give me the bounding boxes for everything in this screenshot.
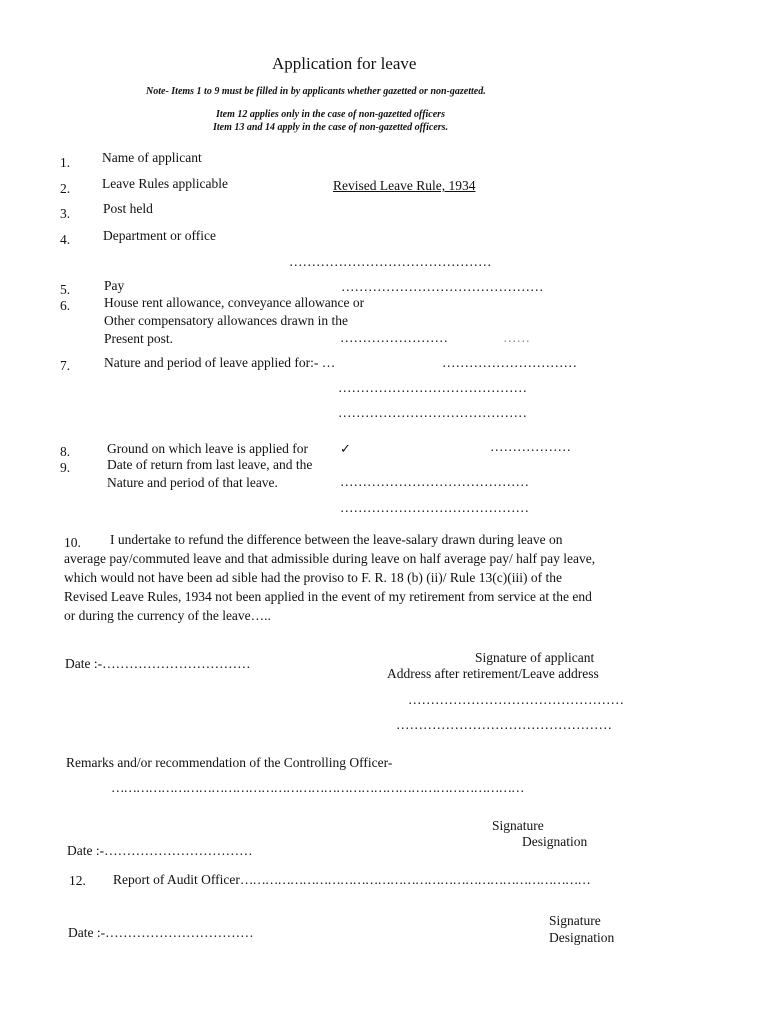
item-2-number: 2. <box>60 181 71 196</box>
item-10-line-5: or during the currency of the leave….. <box>64 608 271 623</box>
address-dots-1: ………………………………………… <box>408 692 624 707</box>
item-6-dots: …………………… <box>340 330 448 345</box>
note-line-1: Note- Items 1 to 9 must be filled in by applicants whether gazetted or non-gazetted. <box>146 86 486 97</box>
item-1-number: 1. <box>60 155 71 170</box>
item-5-number: 5. <box>60 282 71 297</box>
note-line-2: Item 12 applies only in the case of non-gazetted officers <box>216 109 445 120</box>
item-9-line-1: Date of return from last leave, and the <box>107 457 313 472</box>
audit-designation-label: Designation <box>549 930 615 945</box>
item-7-dots-3: …………………………………… <box>338 405 527 420</box>
item-6-number: 6. <box>60 298 71 313</box>
audit-signature-label: Signature <box>549 913 601 928</box>
item-1-label: Name of applicant <box>102 150 202 165</box>
item-2-label: Leave Rules applicable <box>102 176 228 191</box>
item-8-dots: ……………… <box>490 439 571 454</box>
item-4-number: 4. <box>60 232 71 247</box>
item-9-dots-1: …………………………………… <box>340 474 529 489</box>
item-4-label: Department or office <box>103 228 216 243</box>
item-10-line-3: which would not have been ad sible had the proviso to F. R. 18 (b) (ii)/ Rule 13(c)(iii) of the <box>64 570 562 585</box>
applicant-signature-label: Signature of applicant <box>475 650 595 665</box>
item-6-line-2: Other compensatory allowances drawn in the <box>104 313 349 328</box>
address-dots-2: ………………………………………… <box>396 717 612 732</box>
item-5-dots: ……………………………………… <box>341 279 544 294</box>
item-9-line-2: Nature and period of that leave. <box>107 475 278 490</box>
item-7-dots-2: …………………………………… <box>338 380 527 395</box>
applicant-address-label: Address after retirement/Leave address <box>387 666 599 681</box>
item-2-value: Revised Leave Rule, 1934 <box>333 178 476 193</box>
item-7-number: 7. <box>60 358 71 373</box>
item-9-number: 9. <box>60 460 71 475</box>
item-8-label: Ground on which leave is applied for <box>107 441 308 456</box>
item-10-line-4: Revised Leave Rules, 1934 not been applied in the event of my retirement from service at the end <box>64 589 592 604</box>
applicant-date-label: Date :-…………………………… <box>65 656 251 671</box>
item-6-line-3: Present post. <box>104 331 173 346</box>
item-9-dots-2: …………………………………… <box>340 500 529 515</box>
item-3-label: Post held <box>103 201 153 216</box>
item-10-number: 10. <box>64 535 81 550</box>
item-10-line-2: average pay/commuted leave and that admissible during leave on half average pay/ half pay leave, <box>64 551 596 566</box>
item-4-dots: ……………………………………… <box>289 254 492 269</box>
audit-date-label: Date :-…………………………… <box>68 925 254 940</box>
tick-mark-icon: ✓ <box>340 441 351 456</box>
controlling-signature-label: Signature <box>492 818 544 833</box>
item-5-label: Pay <box>104 278 125 293</box>
item-10-line-1: I undertake to refund the difference between the leave-salary drawn during leave on <box>110 532 563 547</box>
item-3-number: 3. <box>60 206 71 221</box>
controlling-designation-label: Designation <box>522 834 588 849</box>
item-7-dots-1: ………………………… <box>442 355 577 370</box>
item-8-number: 8. <box>60 444 71 459</box>
note-line-3: Item 13 and 14 apply in the case of non-gazetted officers. <box>213 122 449 133</box>
item-6-line-1: House rent allowance, conveyance allowance or <box>104 295 365 310</box>
item-12-label: Report of Audit Officer………………………………………………………………………… <box>113 872 590 887</box>
item-7-label: Nature and period of leave applied for:- … <box>104 355 336 370</box>
page-title: Application for leave <box>272 54 417 73</box>
remarks-dots: ……………………………………………………………………………………… <box>111 780 524 795</box>
item-12-number: 12. <box>69 873 86 888</box>
controlling-date-label: Date :-…………………………… <box>67 843 253 858</box>
item-6-faint-dots: …… <box>503 330 530 345</box>
remarks-label: Remarks and/or recommendation of the Controlling Officer- <box>66 755 393 770</box>
